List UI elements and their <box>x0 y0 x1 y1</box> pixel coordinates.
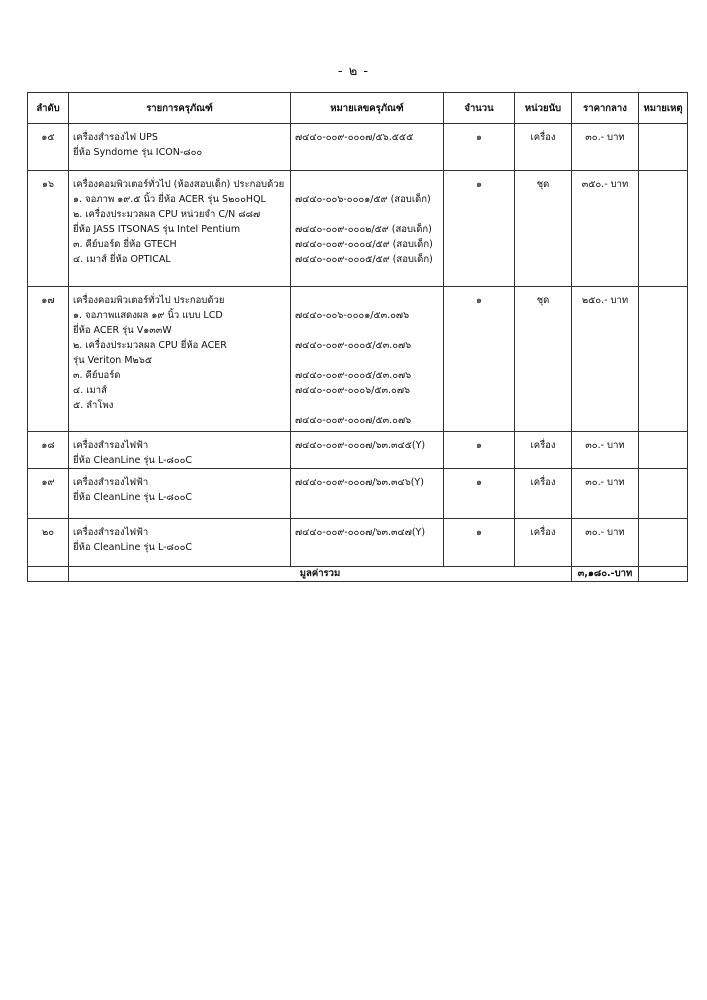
unit: เครื่อง <box>530 132 556 143</box>
unit-cell <box>515 287 572 432</box>
unit-cell <box>515 124 572 171</box>
item-line: ยี่ห้อ Syndome รุ่น ICON-๘๐๐ <box>73 147 203 158</box>
item-cell <box>69 171 291 287</box>
asset-code <box>291 145 443 160</box>
table-row <box>28 171 688 287</box>
asset-code <box>291 207 443 222</box>
item-line: เครื่องคอมพิวเตอร์ทั่วไป (ห้องสอบเด็ก) ประกอบด้วย <box>73 179 285 190</box>
item-line: ๑. จอภาพแสดงผล ๑๙ นิ้ว แบบ LCD <box>73 310 223 321</box>
asset-code: ๗๔๔๐-๐๐๙-๐๐๐๗/๖๓.๓๔๕(Y) <box>295 440 426 451</box>
table-row <box>28 469 688 519</box>
asset-code <box>291 293 443 308</box>
table-row <box>28 287 688 432</box>
price: ๒๕๐.- บาท <box>581 295 629 306</box>
header-note: หมายเหตุ <box>639 93 688 124</box>
total-empty-cell <box>28 567 69 582</box>
seq-number: ๑๕ <box>41 132 55 143</box>
item-line: ๓. คีย์บอร์ด ยี่ห้อ GTECH <box>73 239 177 250</box>
code-cell <box>291 287 444 432</box>
qty-cell <box>444 287 515 432</box>
table-row <box>28 432 688 469</box>
total-row <box>28 567 688 582</box>
item-line: เครื่องคอมพิวเตอร์ทั่วไป ประกอบด้วย <box>73 295 225 306</box>
price: ๓๕๐.- บาท <box>581 179 629 190</box>
unit: เครื่อง <box>530 440 556 451</box>
seq-cell <box>28 469 69 519</box>
quantity: ๑ <box>475 440 483 451</box>
item-line: เครื่องสำรองไฟฟ้า <box>73 440 149 451</box>
note-cell <box>639 432 688 469</box>
header-seq: ลำดับ <box>28 93 69 124</box>
seq-number: ๒๐ <box>41 527 55 538</box>
quantity: ๑ <box>475 179 483 190</box>
qty-cell <box>444 171 515 287</box>
qty-cell <box>444 469 515 519</box>
seq-number: ๑๘ <box>41 440 55 451</box>
price-cell <box>572 469 639 519</box>
page-number: - ๒ - <box>337 64 370 79</box>
note-cell <box>639 469 688 519</box>
asset-code: ๗๔๔๐-๐๐๙-๐๐๐๗/๖๓.๓๔๗(Y) <box>295 527 426 538</box>
header-price: ราคากลาง <box>572 93 639 124</box>
header-item: รายการครุภัณฑ์ <box>69 93 291 124</box>
seq-number: ๑๖ <box>41 179 55 190</box>
price: ๓๐.- บาท <box>585 132 625 143</box>
asset-code: ๗๔๔๐-๐๐๙-๐๐๐๗/๕๖.๕๕๕ <box>295 132 414 143</box>
item-line: ๓. คีย์บอร์ด <box>73 370 121 381</box>
unit: เครื่อง <box>530 477 556 488</box>
item-line: ยี่ห้อ JASS ITSONAS รุ่น Intel Pentium <box>73 224 241 235</box>
price: ๓๐.- บาท <box>585 477 625 488</box>
seq-number: ๑๗ <box>41 295 55 306</box>
header-unit: หน่วยนับ <box>515 93 572 124</box>
price-cell <box>572 287 639 432</box>
asset-code: ๗๔๔๐-๐๐๙-๐๐๐๗/๕๓.๐๗๖ <box>295 415 412 426</box>
qty-cell <box>444 432 515 469</box>
asset-code: ๗๔๔๐-๐๐๙-๐๐๐๕/๕๓.๐๗๖ <box>295 370 412 381</box>
item-line: เครื่องสำรองไฟ UPS <box>73 132 158 143</box>
table-row <box>28 519 688 567</box>
seq-cell <box>28 519 69 567</box>
asset-code: ๗๔๔๐-๐๐๙-๐๐๐๔/๕๙ (สอบเด็ก) <box>295 239 433 250</box>
item-line: ยี่ห้อ CleanLine รุ่น L-๘๐๐C <box>73 542 193 553</box>
quantity: ๑ <box>475 527 483 538</box>
unit-cell <box>515 519 572 567</box>
total-label: มูลค่ารวม <box>69 567 572 582</box>
item-line: ยี่ห้อ ACER รุ่น V๑๓๓W <box>73 325 172 336</box>
item-line: ๒. เครื่องประมวลผล CPU ยี่ห้อ ACER <box>73 340 227 351</box>
asset-code: ๗๔๔๐-๐๐๙-๐๐๐๕/๕๓.๐๗๖ <box>295 340 412 351</box>
price-cell <box>572 519 639 567</box>
asset-code <box>291 323 443 338</box>
item-line: ๔. เมาส์ ยี่ห้อ OPTICAL <box>73 254 171 265</box>
asset-code: ๗๔๔๐-๐๐๙-๐๐๐๖/๕๓.๐๗๖ <box>295 385 411 396</box>
unit-cell <box>515 469 572 519</box>
quantity: ๑ <box>475 295 483 306</box>
asset-table <box>27 92 688 582</box>
quantity: ๑ <box>475 132 483 143</box>
price: ๓๐.- บาท <box>585 440 625 451</box>
note-cell <box>639 124 688 171</box>
price: ๓๐.- บาท <box>585 527 625 538</box>
price-cell <box>572 171 639 287</box>
item-cell <box>69 287 291 432</box>
code-cell <box>291 124 444 171</box>
item-line: ยี่ห้อ CleanLine รุ่น L-๘๐๐C <box>73 455 193 466</box>
unit-cell <box>515 432 572 469</box>
item-cell <box>69 469 291 519</box>
qty-cell <box>444 124 515 171</box>
unit: ชุด <box>536 295 550 306</box>
total-note-cell <box>639 567 688 582</box>
seq-cell <box>28 287 69 432</box>
item-line: เครื่องสำรองไฟฟ้า <box>73 477 149 488</box>
item-cell <box>69 124 291 171</box>
asset-code: ๗๔๔๐-๐๐๖-๐๐๐๑/๕๙ (สอบเด็ก) <box>295 194 431 205</box>
code-cell <box>291 432 444 469</box>
qty-cell <box>444 519 515 567</box>
item-line: ๑. จอภาพ ๑๙.๕ นิ้ว ยี่ห้อ ACER รุ่น S๒๐๐HQL <box>73 194 266 205</box>
item-line: รุ่น Veriton M๒๖๕ <box>73 355 153 366</box>
note-cell <box>639 171 688 287</box>
item-line: ๒. เครื่องประมวลผล CPU หน่วยจำ C/N ๘๘๗ <box>73 209 261 220</box>
seq-cell <box>28 124 69 171</box>
seq-number: ๑๙ <box>41 477 55 488</box>
unit-cell <box>515 171 572 287</box>
table-header-row <box>28 93 688 124</box>
code-cell <box>291 171 444 287</box>
quantity: ๑ <box>475 477 483 488</box>
table-row <box>28 124 688 171</box>
unit: ชุด <box>536 179 550 190</box>
header-code: หมายเลขครุภัณฑ์ <box>291 93 444 124</box>
item-line: ยี่ห้อ CleanLine รุ่น L-๘๐๐C <box>73 492 193 503</box>
price-cell <box>572 432 639 469</box>
asset-code: ๗๔๔๐-๐๐๖-๐๐๐๑/๕๓.๐๗๖ <box>295 310 410 321</box>
asset-code: ๗๔๔๐-๐๐๙-๐๐๐๗/๖๓.๓๔๖(Y) <box>295 477 424 488</box>
item-line: เครื่องสำรองไฟฟ้า <box>73 527 149 538</box>
note-cell <box>639 287 688 432</box>
item-cell <box>69 519 291 567</box>
seq-cell <box>28 432 69 469</box>
asset-code <box>291 398 443 413</box>
asset-code <box>291 353 443 368</box>
asset-code: ๗๔๔๐-๐๐๙-๐๐๐๕/๕๙ (สอบเด็ก) <box>295 254 433 265</box>
total-value: ๓,๑๘๐.-บาท <box>572 567 639 582</box>
asset-code <box>291 267 443 282</box>
code-cell <box>291 469 444 519</box>
asset-code <box>291 177 443 192</box>
note-cell <box>639 519 688 567</box>
item-line: ๔. เมาส์ <box>73 385 107 396</box>
asset-code: ๗๔๔๐-๐๐๙-๐๐๐๒/๕๙ (สอบเด็ก) <box>295 224 432 235</box>
item-cell <box>69 432 291 469</box>
item-line: ๕. ลำโพง <box>73 400 114 411</box>
header-qty: จำนวน <box>444 93 515 124</box>
item-line <box>69 267 290 282</box>
price-cell <box>572 124 639 171</box>
unit: เครื่อง <box>530 527 556 538</box>
seq-cell <box>28 171 69 287</box>
code-cell <box>291 519 444 567</box>
